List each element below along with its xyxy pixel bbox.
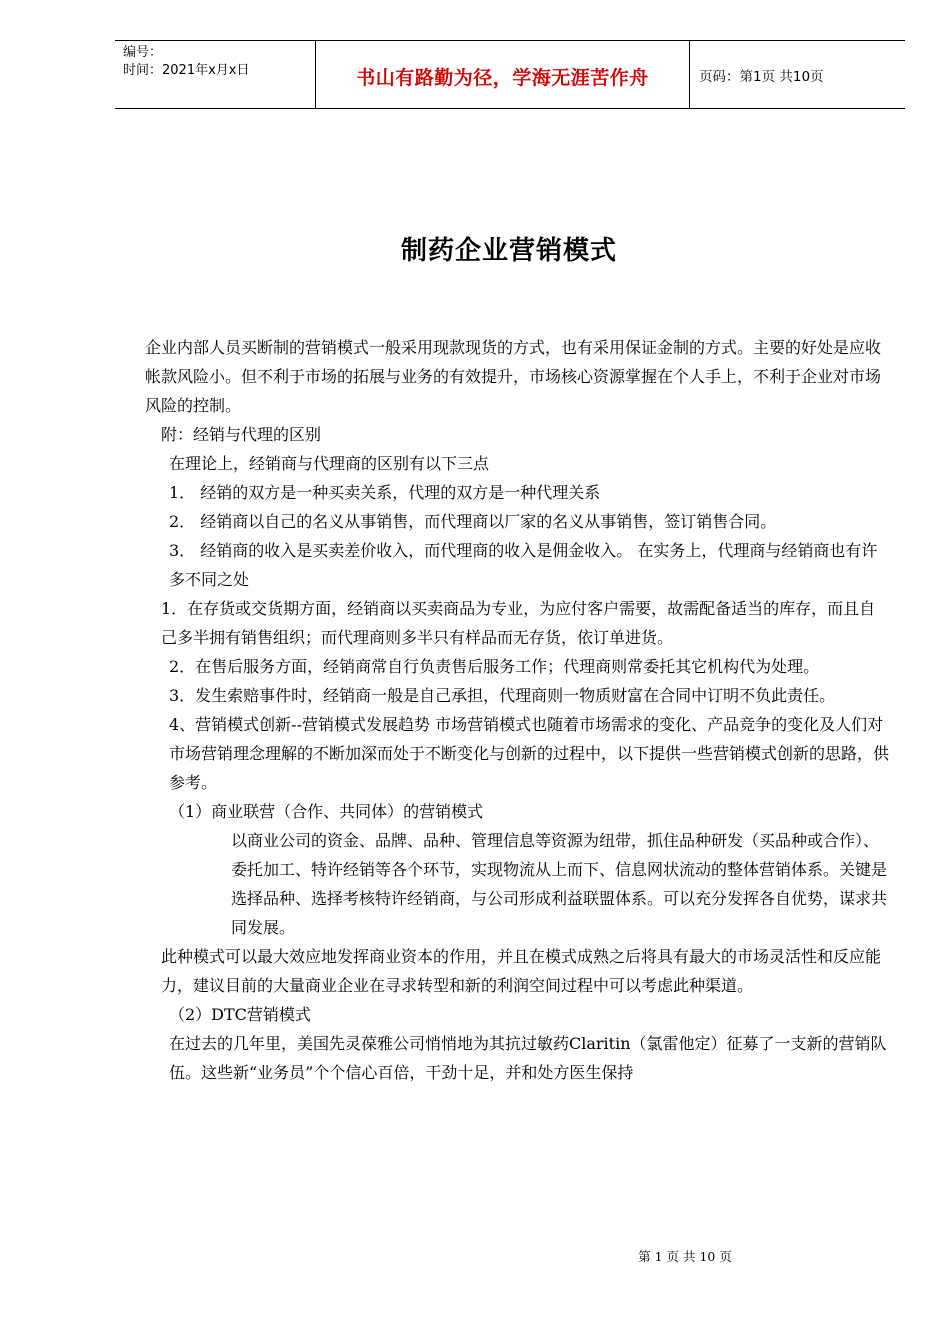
paragraph: 企业内部人员买断制的营销模式一般采用现款现货的方式，也有采用保证金制的方式。主要的好处是应收帐款风险小。但不利于市场的拓展与业务的有效提升，市场核心资源掌握在个人手上，不利于企业对市场风险的控制。 [145, 338, 882, 415]
header-meta [123, 44, 249, 80]
list-item: 3． 经销商的收入是买卖差价收入，而代理商的收入是佣金收入。 在实务上，代理商与经销商也有许多不同之处 [169, 541, 878, 589]
section-heading: 4、营销模式创新--营销模式发展趋势 市场营销模式也随着市场需求的变化、产品竞争的变化及人们对市场营销理念理解的不断加深而处于不断变化与创新的过程中，以下提供一些营销模式创新的思路，供参考。 [169, 715, 890, 792]
list-item: 2．在售后服务方面，经销商常自行负责售后服务工作；代理商则常委托其它机构代为处理。 [169, 657, 820, 676]
subsection-heading: （1）商业联营（合作、共同体）的营销模式 [169, 802, 484, 821]
list-item: 2． 经销商以自己的名义从事销售，而代理商以厂家的名义从事销售，签订销售合同。 [169, 512, 777, 531]
header-page-label: 页码：第1页 共10页 [699, 69, 824, 85]
paragraph: 在过去的几年里，美国先灵葆雅公司悄悄地为其抗过敏药Claritin（氯雷他定）征募了一支新的营销队伍。这些新“业务员”个个信心百倍，干劲十足，并和处方医生保持 [169, 1034, 887, 1082]
header-table [115, 40, 905, 109]
paragraph: 以商业公司的资金、品牌、品种、管理信息等资源为纽带，抓住品种研发（买品种或合作）、委托加工、特许经销等各个环节，实现物流从上而下、信息网状流动的整体营销体系。关键是选择品种、选择考核特许经销商，与公司形成利益联盟体系。可以充分发挥各自优势，谋求共同发展。 [231, 831, 888, 937]
paragraph: 附：经销与代理的区别 [161, 425, 322, 444]
header-divider [689, 41, 690, 108]
number-label: 编号： [123, 45, 163, 60]
document-title: 制药企业营销模式 [400, 236, 617, 266]
paragraph: 在理论上，经销商与代理商的区别有以下三点 [169, 454, 490, 473]
list-item: 3．发生索赔事件时，经销商一般是自己承担，代理商则一物质财富在合同中订明不负此责任。 [169, 686, 836, 705]
list-item: 1．在存货或交货期方面，经销商以买卖商品为专业，为应付客户需要，故需配备适当的库存，而且自己多半拥有销售组织；而代理商则多半只有样品而无存货，依订单进货。 [161, 599, 876, 647]
time-label: 时间：2021年x月x日 [123, 63, 250, 78]
page-footer: 第 1 页 共 10 页 [638, 1249, 732, 1264]
paragraph: 此种模式可以最大效应地发挥商业资本的作用，并且在模式成熟之后将具有最大的市场灵活性和反应能力，建议目前的大量商业企业在寻求转型和新的利润空间过程中可以考虑此种渠道。 [161, 947, 882, 995]
document-body [145, 333, 890, 1087]
header-motto: 书山有路勤为径，学海无涯苦作舟 [356, 67, 649, 89]
subsection-heading: （2）DTC营销模式 [169, 1005, 311, 1024]
list-item: 1． 经销的双方是一种买卖关系，代理的双方是一种代理关系 [169, 483, 601, 502]
